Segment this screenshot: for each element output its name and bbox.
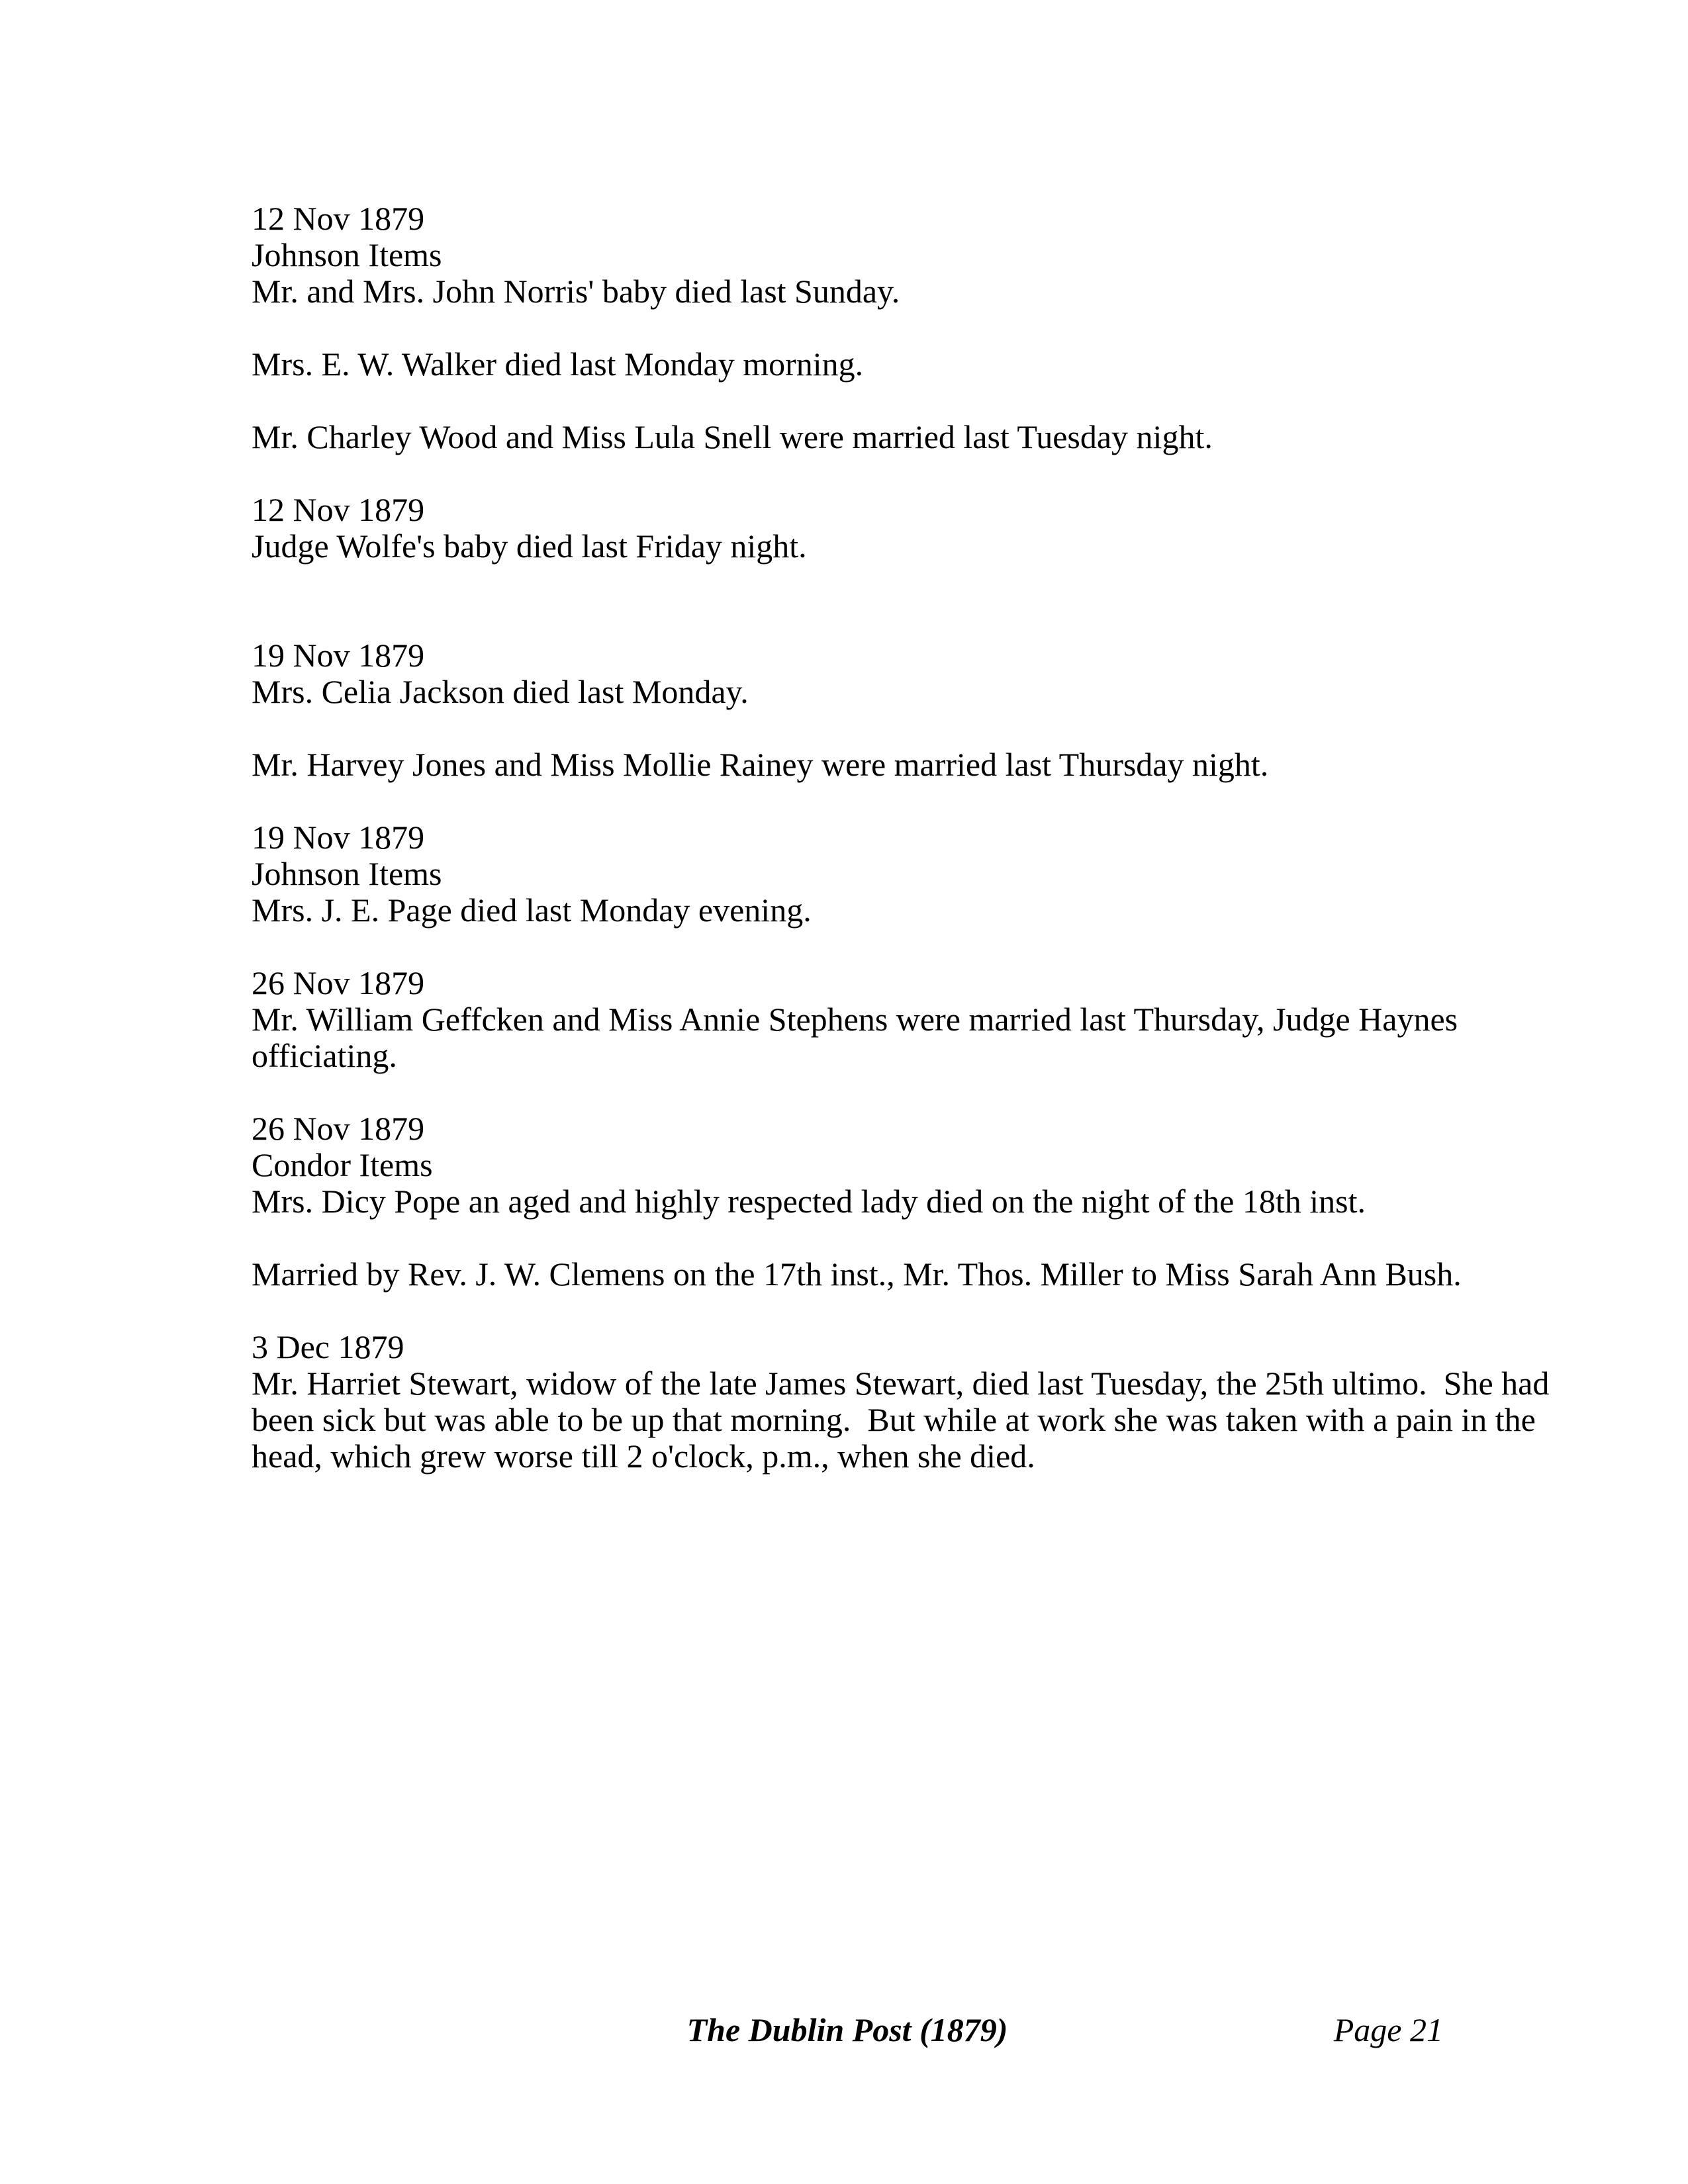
blank-line — [252, 601, 1443, 637]
text-line: Mrs. Celia Jackson died last Monday. — [252, 673, 749, 710]
text-line: 12 Nov 1879 — [252, 491, 425, 528]
blank-line — [252, 1074, 1443, 1111]
page-footer — [252, 2012, 1443, 2048]
footer-journal-title: The Dublin Post (1879) — [686, 2011, 1008, 2048]
blank-line — [252, 1220, 1443, 1256]
text-line: 3 Dec 1879 — [252, 1328, 404, 1365]
blank-line — [252, 455, 1443, 492]
text-line: officiating. — [252, 1037, 397, 1074]
blank-line — [252, 1293, 1443, 1329]
text-line: 19 Nov 1879 — [252, 637, 425, 674]
blank-line — [252, 565, 1443, 601]
blank-line — [252, 783, 1443, 819]
text-line: Mr. and Mrs. John Norris' baby died last Sunday. — [252, 273, 900, 310]
text-line: Johnson Items — [252, 855, 442, 892]
blank-line — [252, 929, 1443, 965]
text-line: Mrs. J. E. Page died last Monday evening. — [252, 891, 812, 929]
text-line: Mr. William Geffcken and Miss Annie Stephens were married last Thursday, Judge Haynes — [252, 1001, 1458, 1038]
text-line: Johnson Items — [252, 236, 442, 273]
text-line: head, which grew worse till 2 o'clock, p.m., when she died. — [252, 1437, 1035, 1475]
footer-page-number: Page 21 — [1333, 2011, 1443, 2048]
text-line: Mr. Harvey Jones and Miss Mollie Rainey were married last Thursday night. — [252, 746, 1269, 783]
document-body — [252, 200, 1550, 1475]
text-line: Judge Wolfe's baby died last Friday night. — [252, 527, 807, 565]
blank-line — [252, 383, 1443, 419]
text-line: Married by Rev. J. W. Clemens on the 17th inst., Mr. Thos. Miller to Miss Sarah Ann Bush. — [252, 1255, 1462, 1293]
text-line: Mrs. Dicy Pope an aged and highly respected lady died on the night of the 18th inst. — [252, 1183, 1366, 1220]
text-line: 26 Nov 1879 — [252, 1110, 425, 1147]
text-line: been sick but was able to be up that morning. But while at work she was taken with a pain in the — [252, 1401, 1536, 1438]
text-line: Mr. Harriet Stewart, widow of the late James Stewart, died last Tuesday, the 25th ultimo. She had — [252, 1365, 1550, 1402]
text-line: Mr. Charley Wood and Miss Lula Snell were married last Tuesday night. — [252, 418, 1213, 455]
text-line: 19 Nov 1879 — [252, 819, 425, 856]
blank-line — [252, 310, 1443, 346]
text-line: Condor Items — [252, 1146, 433, 1183]
text-line: 26 Nov 1879 — [252, 964, 425, 1001]
text-line: 12 Nov 1879 — [252, 200, 425, 237]
text-line: Mrs. E. W. Walker died last Monday morning. — [252, 345, 864, 383]
blank-line — [252, 710, 1443, 747]
